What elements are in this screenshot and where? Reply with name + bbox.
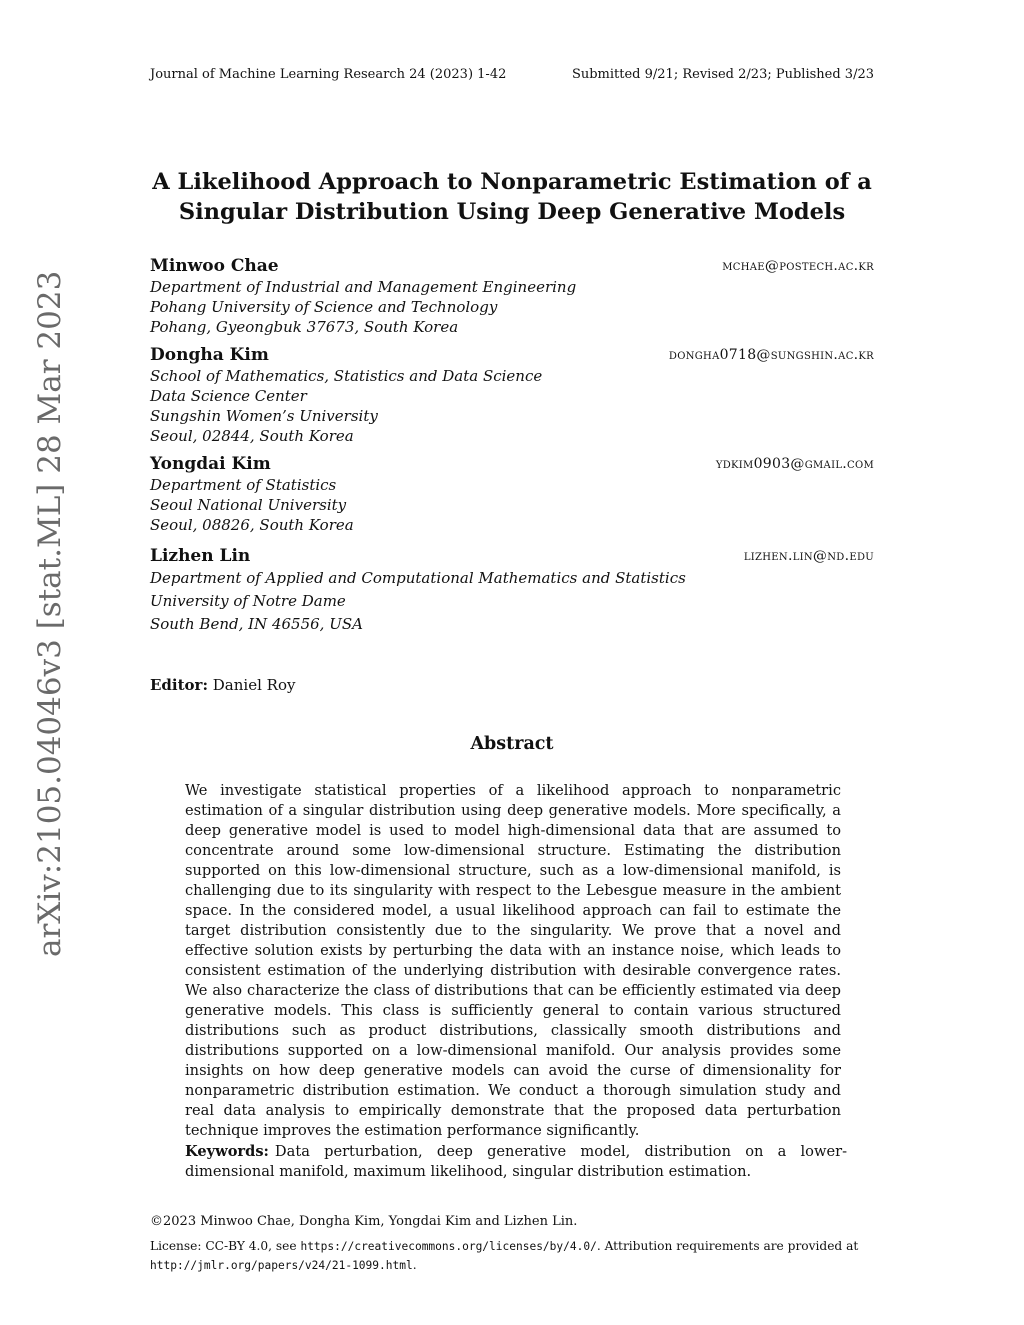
abstract-heading: Abstract (470, 734, 554, 754)
author-block (150, 256, 874, 337)
affiliation-line: Pohang University of Science and Technology (150, 298, 498, 316)
affiliation-line: South Bend, IN 46556, USA (150, 615, 363, 633)
keywords-text: Data perturbation, deep generative model, distribution on a lower-dimensional manifold, maximum likelihood, singular distribution estimation. (185, 1143, 847, 1180)
arxiv-identifier: arXiv:2105.04046v3 [stat.ML] 28 Mar 2023 (32, 270, 68, 957)
author-block (150, 345, 874, 446)
title-line-2: Singular Distribution Using Deep Generative Models (178, 199, 846, 225)
affiliation-line: Department of Applied and Computational Mathematics and Statistics (150, 569, 686, 587)
paper-url[interactable]: http://jmlr.org/papers/v24/21-1099.html (150, 1259, 413, 1272)
submission-dates: Submitted 9/21; Revised 2/23; Published 3/23 (571, 67, 874, 82)
license-notice (150, 1237, 874, 1275)
abstract-text: We investigate statistical properties of a likelihood approach to nonparametric estimation of a singular distribution using deep generative models. More specifically, a deep generative model is used to model high-dimensional data that are assumed to concentrate around some low-dimensional structure. Estimating the distribution supported on this low-dimensional structure, such as a low-dimensional manifold, is challenging due to its singularity with respect to the Lebesgue measure in the ambient space. In the considered model, a usual likelihood approach can fail to estimate the target distribution consistently due to the singularity. We prove that a novel and effective solution exists by perturbing the data with an instance noise, which leads to consistent estimation of the underlying distribution with desirable convergence rates. We also characterize the class of distributions that can be efficiently estimated via deep generative models. This class is sufficiently general to contain various structured distributions such as product distributions, classically smooth distributions and distributions supported on a low-dimensional manifold. Our analysis provides some insights on how deep generative models can avoid the curse of dimensionality for nonparametric distribution estimation. We conduct a thorough simulation study and real data analysis to empirically demonstrate that the proposed data perturbation technique improves the estimation performance significantly. (185, 782, 841, 1139)
author-email[interactable]: ydkim0903@gmail.com (715, 456, 874, 472)
affiliation-line: Pohang, Gyeongbuk 37673, South Korea (150, 318, 459, 336)
title-line-1: A Likelihood Approach to Nonparametric Estimation of a (152, 169, 872, 195)
journal-citation: Journal of Machine Learning Research 24 (2023) 1-42 (150, 67, 507, 82)
author-block (150, 454, 874, 535)
author-email[interactable]: mchae@postech.ac.kr (722, 258, 874, 274)
author-name: Lizhen Lin (150, 546, 251, 566)
affiliation-line: Seoul National University (150, 496, 347, 514)
editor-line (150, 675, 295, 695)
affiliation-line: School of Mathematics, Statistics and Data Science (150, 367, 543, 385)
affiliation-line: Seoul, 08826, South Korea (150, 516, 354, 534)
keywords-label: Keywords: (185, 1143, 269, 1160)
keywords (185, 1142, 847, 1182)
editor-label: Editor: (150, 676, 208, 694)
affiliation-line: Sungshin Women’s University (150, 407, 378, 425)
author-email[interactable]: lizhen.lin@nd.edu (743, 548, 874, 564)
affiliation-line: Department of Statistics (150, 476, 337, 494)
copyright-notice: ©2023 Minwoo Chae, Dongha Kim, Yongdai Kim and Lizhen Lin. (150, 1214, 578, 1229)
author-name: Yongdai Kim (150, 454, 271, 474)
license-suffix: . (412, 1258, 417, 1272)
affiliation-line: Data Science Center (150, 387, 307, 405)
author-block (150, 546, 874, 636)
affiliation-line: Department of Industrial and Management Engineering (150, 278, 577, 296)
license-url[interactable]: https://creativecommons.org/licenses/by/4.0/ (300, 1240, 597, 1253)
affiliation-line: University of Notre Dame (150, 592, 346, 610)
author-name: Minwoo Chae (150, 256, 279, 276)
author-name: Dongha Kim (150, 345, 269, 365)
author-email[interactable]: dongha0718@sungshin.ac.kr (668, 347, 874, 363)
license-middle: . Attribution requirements are provided at (596, 1239, 859, 1253)
editor-name: Daniel Roy (212, 676, 296, 694)
affiliation-line: Seoul, 02844, South Korea (150, 427, 354, 445)
paper-title (150, 167, 874, 227)
license-prefix: License: CC-BY 4.0, see (150, 1239, 297, 1253)
